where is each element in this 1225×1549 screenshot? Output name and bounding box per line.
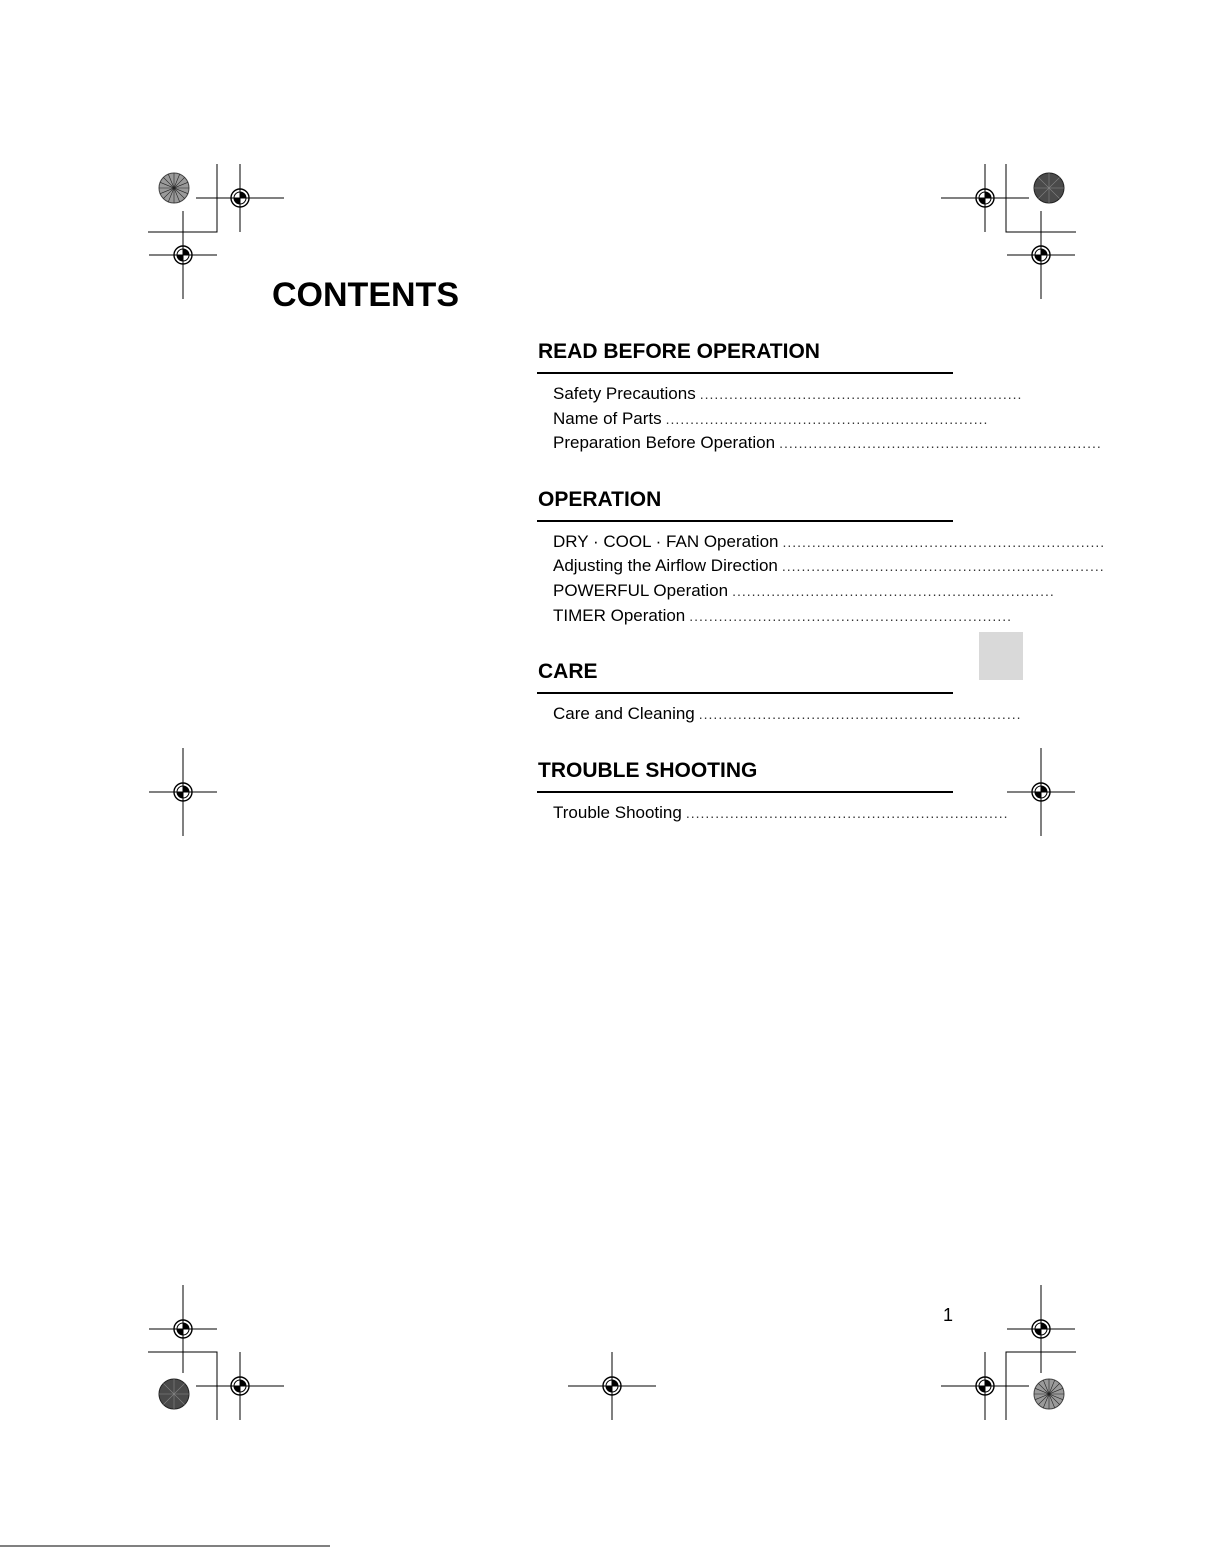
entry-list <box>537 522 1106 628</box>
toc-entry[interactable] <box>553 702 1022 727</box>
dot-leader: .................................................................. <box>732 582 1055 599</box>
toc-entry[interactable] <box>553 604 1012 629</box>
entry-label: Trouble Shooting <box>553 802 682 822</box>
toc-section-trouble-shooting <box>537 757 1009 826</box>
entry-label: Preparation Before Operation <box>553 433 776 453</box>
entry-label: Care and Cleaning <box>553 704 695 724</box>
dot-leader: .................................................................. <box>782 533 1106 550</box>
dot-leader: .................................................................. <box>781 558 1105 575</box>
toc-entry[interactable] <box>553 407 989 432</box>
dot-leader: .................................................................. <box>685 804 1009 821</box>
section-heading: READ BEFORE OPERATION <box>537 338 953 374</box>
toc-section-care <box>537 658 1022 727</box>
section-heading: CARE <box>537 658 953 694</box>
dot-leader: .................................................................. <box>698 706 1022 723</box>
toc-entry[interactable] <box>553 554 1105 579</box>
dot-leader: .................................................................. <box>699 386 1023 402</box>
entry-label: DRY · COOL · FAN Operation <box>553 531 779 551</box>
toc-section-read-before-operation <box>537 338 1102 456</box>
dot-leader: .................................................................. <box>689 607 1012 624</box>
toc-entry[interactable] <box>553 579 1055 604</box>
entry-list <box>537 793 1009 826</box>
entry-label: Name of Parts <box>553 408 662 428</box>
toc-entry[interactable] <box>553 801 1009 826</box>
entry-label: POWERFUL Operation <box>553 580 729 600</box>
toc-entry[interactable] <box>553 530 1106 555</box>
entry-list <box>537 374 1102 456</box>
dot-leader: .................................................................. <box>665 410 989 427</box>
toc-entry[interactable] <box>553 431 1102 456</box>
section-thumb-tab <box>979 632 1023 680</box>
page-title: CONTENTS <box>272 276 459 314</box>
toc-section-operation <box>537 486 1106 628</box>
entry-label: Safety Precautions <box>553 384 696 403</box>
entry-label: TIMER Operation <box>553 605 686 625</box>
entry-list <box>537 694 1022 727</box>
page-number: 1 <box>943 1305 954 1325</box>
section-heading: TROUBLE SHOOTING <box>537 757 953 793</box>
table-of-contents <box>537 338 1106 855</box>
section-heading: OPERATION <box>537 486 953 522</box>
toc-entry[interactable] <box>553 382 1023 407</box>
dot-leader: .................................................................. <box>779 435 1102 452</box>
entry-label: Adjusting the Airflow Direction <box>553 556 778 576</box>
